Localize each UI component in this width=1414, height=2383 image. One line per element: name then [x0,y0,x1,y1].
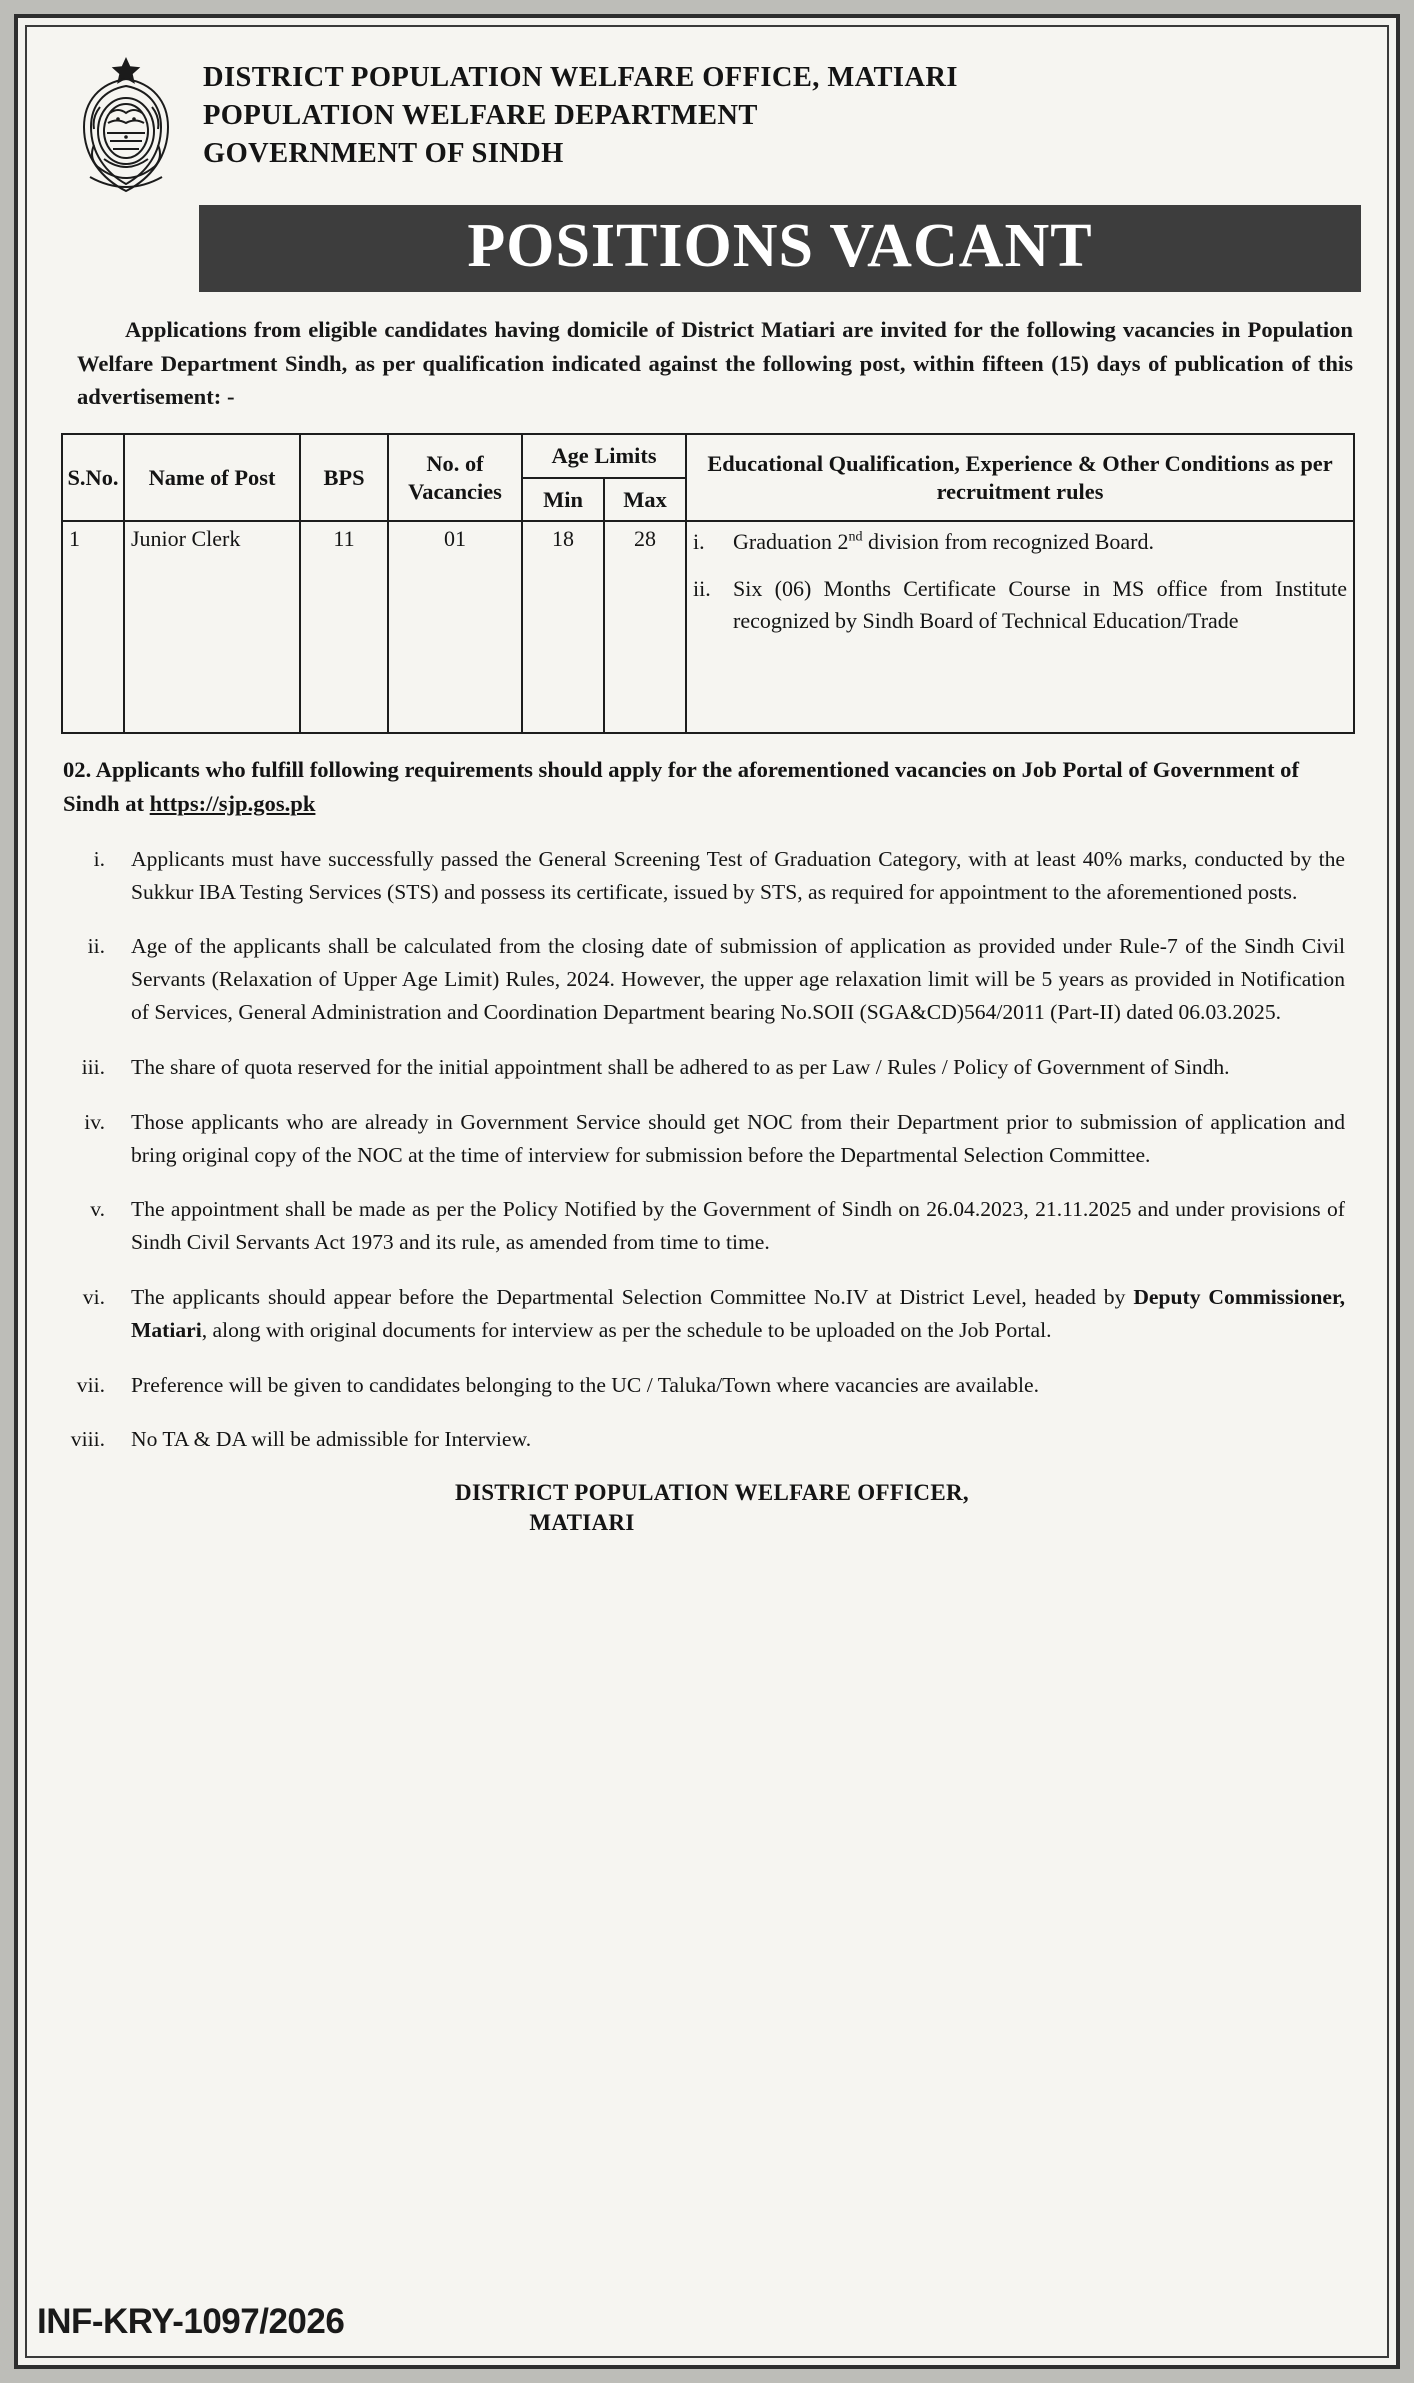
list-item-text-part2: , along with original documents for interview as per the schedule to be uploaded on the Job Portal. [201,1317,1052,1342]
job-portal-clause [63,753,1353,821]
qualification-item [693,573,1347,637]
header-title-block [203,43,1361,173]
list-item [63,930,1345,1028]
banner-row [53,205,1361,292]
list-item [63,1193,1345,1259]
list-item-text: Preference will be given to candidates belonging to the UC / Taluka/Town where vacancies are available. [131,1372,1039,1397]
qualification-marker: ii. [693,575,711,601]
page-inner-border [25,25,1389,2358]
banner-gutter [53,205,199,292]
list-item-marker: i. [93,846,105,871]
list-item-text [131,1281,1345,1347]
cell-age-max: 28 [604,521,686,733]
cell-post: Junior Clerk [124,521,300,733]
cell-vacancies: 01 [388,521,522,733]
list-item-text-bold: Deputy Commissioner, Matiari [131,1284,1345,1342]
col-header-vacancies: No. of Vacancies [388,434,522,521]
list-item-text: Applicants must have successfully passed the General Screening Test of Graduation Category, with at least 40% marks, conducted by the Sukkur IBA Testing Services (STS) and possess its certificate, issued by STS, as required for appointment to the aforementioned posts. [131,846,1345,904]
list-item-marker: iv. [84,1109,105,1134]
office-title-line-2: POPULATION WELFARE DEPARTMENT [203,99,758,131]
job-portal-url-link[interactable]: https://sjp.gos.pk [149,790,316,816]
list-item [63,1369,1345,1402]
signature-officer-title: DISTRICT POPULATION WELFARE OFFICER, [455,1480,969,1506]
qual-ordinal-suffix: nd [848,528,863,545]
list-item-marker: ii. [87,934,105,959]
list-item-text: The appointment shall be made as per the Policy Notified by the Government of Sindh on 26.04.2023, 21.11.2025 and under provisions of Sindh Civil Servants Act 1973 and its rule, as amended from time to time. [131,1197,1345,1255]
list-item-text-part1: The applicants should appear before the Departmental Selection Committee No.IV at District Level, headed by [131,1284,1134,1309]
cell-qualification [686,521,1354,733]
qualification-item [693,526,1347,558]
job-portal-clause-text: 02. Applicants who fulfill following requirements should apply for the aforementioned vacancies on Job Portal of Government of Sindh at [63,757,1299,816]
qualification-text [733,526,1347,558]
vacancy-table-body [62,521,1354,733]
table-row [62,521,1354,733]
list-item-marker: iii. [81,1054,105,1079]
list-item [63,1051,1345,1084]
list-item-marker: viii. [70,1427,105,1452]
positions-vacant-banner: POSITIONS VACANT [199,205,1361,292]
inf-reference-number: INF-KRY-1097/2026 [35,2300,350,2344]
conditions-list [63,843,1345,1456]
cell-bps: 11 [300,521,388,733]
list-item-marker: v. [90,1197,105,1222]
intro-paragraph: Applications from eligible candidates having domicile of District Matiari are invited for the following vacancies in Population Welfare Department Sindh, as per qualification indicated against the following post, within fifteen (15) days of publication of this advertisement: - [77,317,1353,409]
list-item-marker: vi. [82,1284,105,1309]
government-crest-icon [53,43,199,199]
list-item-marker: vii. [76,1372,105,1397]
list-item-text: Age of the applicants shall be calculated from the closing date of submission of application as provided under Rule-7 of the Sindh Civil Servants (Relaxation of Upper Age Limit) Rules, 2024. However, the upper age relaxation limit will be 5 years as provided in Notification of Services, General Administration and Coordination Department bearing No.SOII (SGA&CD)564/2011 (Part-II) dated 06.03.2025. [131,934,1345,1025]
list-item-text: The share of quota reserved for the initial appointment shall be adhered to as per Law / Rules / Policy of Government of Sindh. [131,1054,1230,1079]
signature-block [53,1478,1361,1538]
table-header-row [62,434,1354,477]
col-header-sno: S.No. [62,434,124,521]
col-header-bps: BPS [300,434,388,521]
list-item [63,1281,1345,1347]
office-title-line-3: GOVERNMENT OF SINDH [203,137,564,169]
cell-age-min: 18 [522,521,604,733]
col-header-age-limits: Age Limits [522,434,686,477]
list-item-text: No TA & DA will be admissible for Interview. [131,1427,532,1452]
list-item [63,843,1345,909]
list-item [63,1423,1345,1456]
col-header-age-max: Max [604,478,686,521]
list-item [63,1106,1345,1172]
page-outer-border [14,14,1400,2369]
col-header-age-min: Min [522,478,604,521]
qualification-marker: i. [693,529,705,555]
vacancy-table [61,433,1355,734]
cell-sno: 1 [62,521,124,733]
office-title-line-1: DISTRICT POPULATION WELFARE OFFICE, MATIARI [203,62,958,93]
signature-district: MATIARI [529,1510,635,1536]
col-header-qualification: Educational Qualification, Experience & Other Conditions as per recruitment rules [686,434,1354,521]
qualification-text: Six (06) Months Certificate Course in MS office from Institute recognized by Sindh Board of Technical Education/Trade [733,575,1347,633]
col-header-post: Name of Post [124,434,300,521]
list-item-text: Those applicants who are already in Government Service should get NOC from their Department prior to submission of application and bring original copy of the NOC at the time of interview for submission before the Departmental Selection Committee. [131,1109,1345,1167]
qual-text-before-sup: Graduation 2 [733,529,849,555]
qual-text-after-sup: division from recognized Board. [862,529,1154,555]
document-header [53,43,1361,199]
vacancy-table-head [62,434,1354,521]
